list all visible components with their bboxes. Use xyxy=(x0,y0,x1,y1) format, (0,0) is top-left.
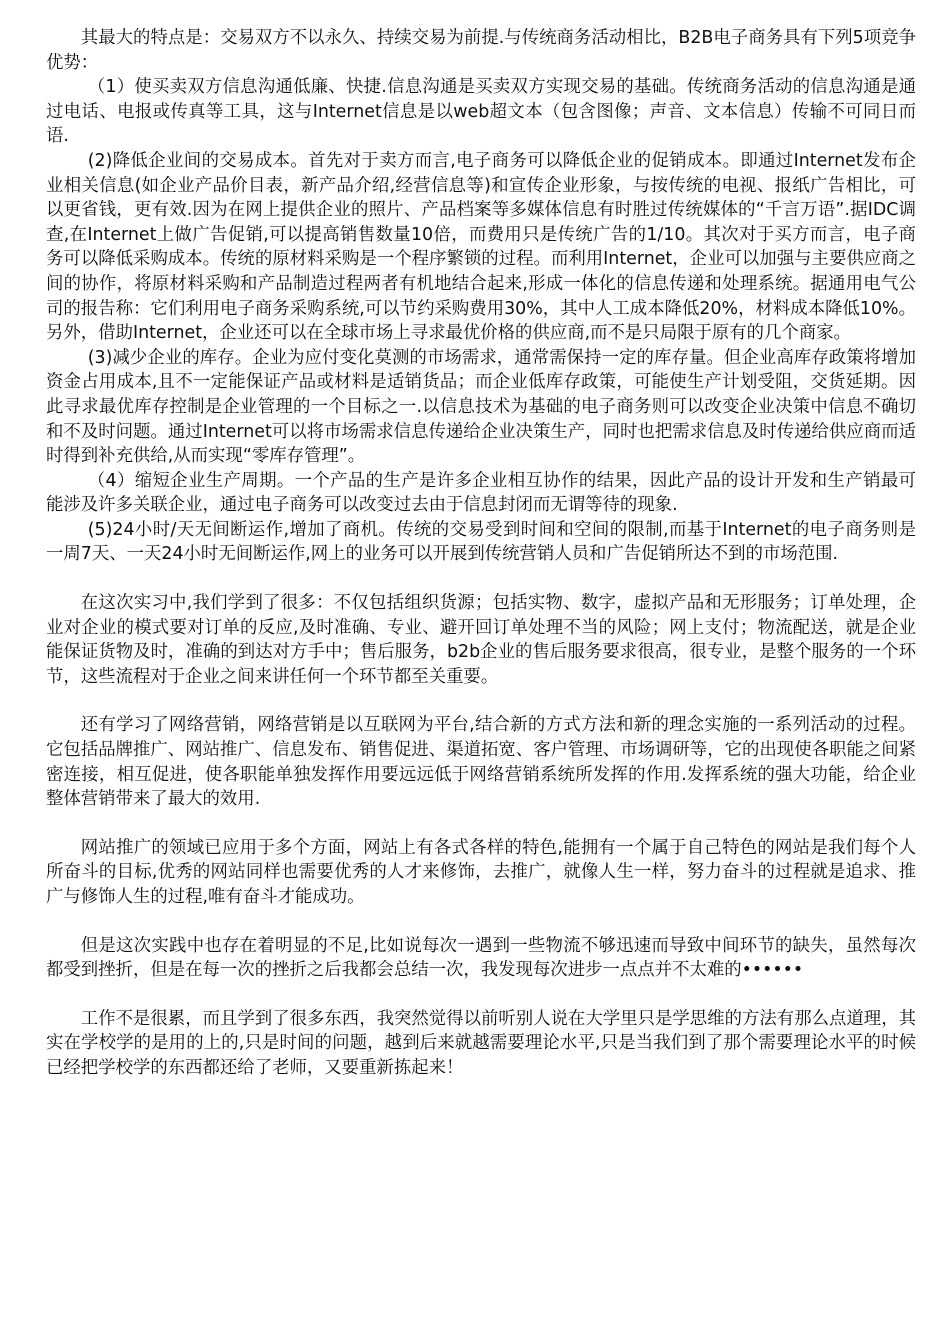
paragraph-gap xyxy=(46,689,916,713)
paragraph-gap xyxy=(46,983,916,1007)
paragraph-advantage-2: (2)降低企业间的交易成本。首先对于卖方而言,电子商务可以降低企业的促销成本。即通过Internet发布企业相关信息(如企业产品价目表，新产品介绍,经营信息等)和宣传企业形象，与按传统的电视、报纸广告相比，可以更省钱，更有效.因为在网上提供企业的照片、产品档案等多媒体信息有时胜过传统媒体的“千言万语”.据IDC调查,在Internet上做广告促销,可以提高销售数量10倍，而费用只是传统广告的1/10。其次对于买方而言，电子商务可以降低采购成本。传统的原材料采购是一个程序繁锁的过程。而利用Internet，企业可以加强与主要供应商之间的协作，将原材料采购和产品制造过程两者有机地结合起来,形成一体化的信息传递和处理系统。据通用电气公司的报告称：它们利用电子商务采购系统,可以节约采购费用30%，其中人工成本降低20%，材料成本降低10%。另外，借助Internet，企业还可以在全球市场上寻求最优价格的供应商,而不是只局限于原有的几个商家。 xyxy=(46,150,916,344)
paragraph-gap xyxy=(46,910,916,934)
paragraph-advantage-3: (3)减少企业的库存。企业为应付变化莫测的市场需求，通常需保持一定的库存量。但企业高库存政策将增加资金占用成本,且不一定能保证产品或材料是适销货品；而企业低库存政策，可能使生产计划受阻，交货延期。因此寻求最优库存控制是企业管理的一个目标之一.以信息技术为基础的电子商务则可以改变企业决策中信息不确切和不及时问题。通过Internet可以将市场需求信息传递给企业决策生产，同时也把需求信息及时传递给供应商而适时得到补充供给,从而实现“零库存管理”。 xyxy=(46,347,916,467)
paragraph-advantage-5: (5)24小时/天无间断运作,增加了商机。传统的交易受到时间和空间的限制,而基于Internet的电子商务则是一周7天、一天24小时无间断运作,网上的业务可以开展到传统营销人员和广告促销所达不到的市场范围. xyxy=(46,519,916,565)
paragraph-conclusion: 工作不是很累，而且学到了很多东西，我突然觉得以前听别人说在大学里只是学思维的方法有那么点道理，其实在学校学的是用的上的,只是时间的问题，越到后来就越需要理论水平,只是当我们到了那个需要理论水平的时候已经把学校学的东西都还给了老师，又要重新拣起来！ xyxy=(46,1008,916,1078)
paragraph-intro: 其最大的特点是：交易双方不以永久、持续交易为前提.与传统商务活动相比，B2B电子商务具有下列5项竞争优势： xyxy=(46,28,916,73)
paragraph-gap xyxy=(46,812,916,836)
paragraph-gap xyxy=(46,567,916,591)
paragraph-shortcomings: 但是这次实践中也存在着明显的不足,比如说每次一遇到一些物流不够迅速而导致中间环节的缺失，虽然每次都受到挫折，但是在每一次的挫折之后我都会总结一次，我发现每次进步一点点并不太难的•••••• xyxy=(46,935,916,981)
paragraph-network-marketing: 还有学习了网络营销，网络营销是以互联网为平台,结合新的方式方法和新的理念实施的一系列活动的过程。它包括品牌推广、网站推广、信息发布、销售促进、渠道拓宽、客户管理、市场调研等，它的出现使各职能之间紧密连接，相互促进，使各职能单独发挥作用要远远低于网络营销系统所发挥的作用.发挥系统的强大功能，给企业整体营销带来了最大的效用. xyxy=(46,715,916,810)
paragraph-internship-learnings: 在这次实习中,我们学到了很多：不仅包括组织货源；包括实物、数字，虚拟产品和无形服务；订单处理，企业对企业的模式要对订单的反应,及时准确、专业、避开回订单处理不当的风险；网上支付；物流配送，就是企业能保证货物及时，准确的到达对方手中；售后服务，b2b企业的售后服务要求很高，很专业，是整个服务的一个环节，这些流程对于企业之间来讲任何一个环节都至关重要。 xyxy=(46,593,916,687)
paragraph-website-promotion: 网站推广的领域已应用于多个方面，网站上有各式各样的特色,能拥有一个属于自己特色的网站是我们每个人所奋斗的目标,优秀的网站同样也需要优秀的人才来修饰，去推广，就像人生一样，努力奋斗的过程就是追求、推广与修饰人生的过程,唯有奋斗才能成功。 xyxy=(46,837,916,907)
paragraph-advantage-4: （4）缩短企业生产周期。一个产品的生产是许多企业相互协作的结果，因此产品的设计开发和生产销最可能涉及许多关联企业，通过电子商务可以改变过去由于信息封闭而无谓等待的现象. xyxy=(46,470,916,516)
paragraph-advantage-1: （1）使买卖双方信息沟通低廉、快捷.信息沟通是买卖双方实现交易的基础。传统商务活动的信息沟通是通过电话、电报或传真等工具，这与Internet信息是以web超文本（包含图像；声音、文本信息）传输不可同日而语. xyxy=(46,77,916,147)
